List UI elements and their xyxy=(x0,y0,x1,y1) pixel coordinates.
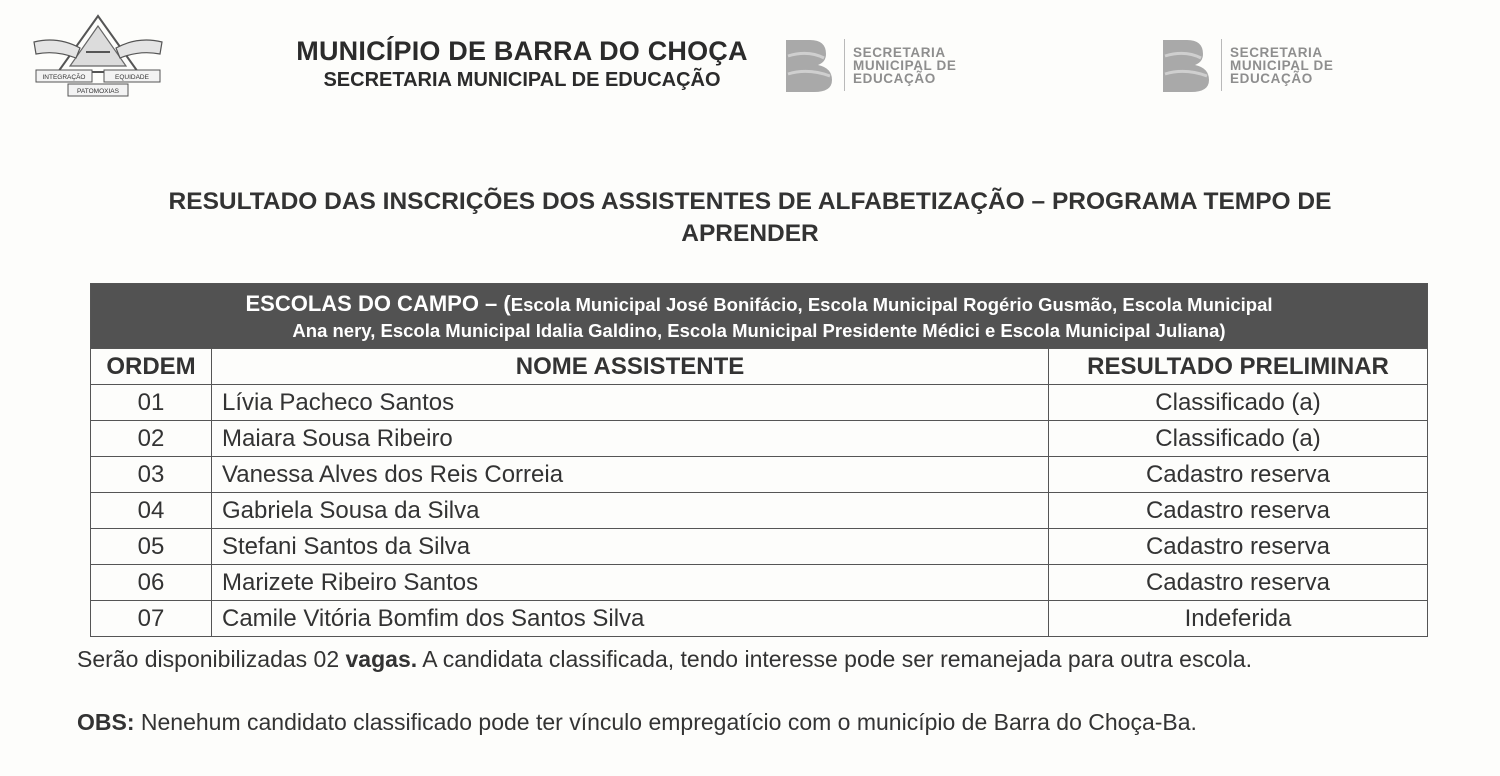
cell-resultado: Cadastro reserva xyxy=(1049,529,1428,565)
cell-nome: Vanessa Alves dos Reis Correia xyxy=(212,457,1049,493)
secretaria-logo xyxy=(780,34,956,96)
municipality-subtitle: SECRETARIA MUNICIPAL DE EDUCAÇÃO xyxy=(323,69,721,91)
table-row xyxy=(91,457,1428,493)
table-row xyxy=(91,385,1428,421)
cell-ordem: 04 xyxy=(91,493,212,529)
cell-nome: Lívia Pacheco Santos xyxy=(212,385,1049,421)
document-title: RESULTADO DAS INSCRIÇÕES DOS ASSISTENTES DE ALFABETIZAÇÃO – PROGRAMA TEMPO DE APRENDER xyxy=(168,188,1332,247)
cell-ordem: 02 xyxy=(91,421,212,457)
cell-resultado: Cadastro reserva xyxy=(1049,493,1428,529)
table-row xyxy=(91,601,1428,637)
secretaria-logo-text: SECRETARIA MUNICIPAL DE EDUCAÇÃO xyxy=(1230,44,1334,86)
table-column-header-row xyxy=(91,349,1428,385)
table-row xyxy=(91,421,1428,457)
group-title: ESCOLAS DO CAMPO – ( xyxy=(245,291,511,316)
column-header-resultado: RESULTADO PRELIMINAR xyxy=(1049,349,1428,385)
cell-resultado: Indeferida xyxy=(1049,601,1428,637)
table-row xyxy=(91,565,1428,601)
municipal-seal-logo xyxy=(28,12,168,104)
cell-resultado: Cadastro reserva xyxy=(1049,457,1428,493)
obs-label: OBS: xyxy=(77,709,135,735)
cell-resultado: Cadastro reserva xyxy=(1049,565,1428,601)
b-logo-icon xyxy=(780,36,838,94)
vagas-bold: vagas. xyxy=(345,646,418,672)
municipality-title: MUNICÍPIO DE BARRA DO CHOÇA xyxy=(296,36,748,66)
cell-ordem: 07 xyxy=(91,601,212,637)
svg-text:PATOMOXIAS: PATOMOXIAS xyxy=(77,88,119,95)
cell-nome: Gabriela Sousa da Silva xyxy=(212,493,1049,529)
cell-nome: Stefani Santos da Silva xyxy=(212,529,1049,565)
secretaria-logo-text: SECRETARIA MUNICIPAL DE EDUCAÇÃO xyxy=(853,44,957,86)
cell-ordem: 01 xyxy=(91,385,212,421)
logo-divider xyxy=(1221,39,1222,91)
vagas-note: Serão disponibilizadas 02 vagas. A candidata classificada, tendo interesse pode ser remanejada para outra escola. xyxy=(77,646,1253,672)
logo-divider xyxy=(844,39,845,91)
cell-ordem: 03 xyxy=(91,457,212,493)
b-logo-icon xyxy=(1157,36,1215,94)
cell-ordem: 05 xyxy=(91,529,212,565)
municipality-header xyxy=(262,36,782,92)
svg-text:INTEGRAÇÃO: INTEGRAÇÃO xyxy=(42,74,86,81)
table-row xyxy=(91,493,1428,529)
cell-nome: Camile Vitória Bomfim dos Santos Silva xyxy=(212,601,1049,637)
cell-nome: Maiara Sousa Ribeiro xyxy=(212,421,1049,457)
results-table xyxy=(90,283,1428,637)
table-row xyxy=(91,529,1428,565)
cell-ordem: 06 xyxy=(91,565,212,601)
cell-resultado: Classificado (a) xyxy=(1049,421,1428,457)
cell-nome: Marizete Ribeiro Santos xyxy=(212,565,1049,601)
svg-text:EQUIDADE: EQUIDADE xyxy=(115,74,149,81)
obs-text: Nenehum candidato classificado pode ter vínculo empregatício com o município de Barra do Choça-Ba. xyxy=(134,709,1197,735)
table-group-header-row xyxy=(91,284,1428,349)
column-header-ordem: ORDEM xyxy=(91,349,212,385)
secretaria-logo-secondary xyxy=(1157,34,1333,96)
obs-note xyxy=(77,707,1419,738)
group-detail-line2: Ana nery, Escola Municipal Idalia Galdino, Escola Municipal Presidente Médici e Escola Municipal Juliana) xyxy=(292,320,1226,341)
group-header-cell xyxy=(91,284,1428,349)
group-detail-line1: Escola Municipal José Bonifácio, Escola Municipal Rogério Gusmão, Escola Municipal xyxy=(510,294,1273,315)
cell-resultado: Classificado (a) xyxy=(1049,385,1428,421)
column-header-nome: NOME ASSISTENTE xyxy=(212,349,1049,385)
